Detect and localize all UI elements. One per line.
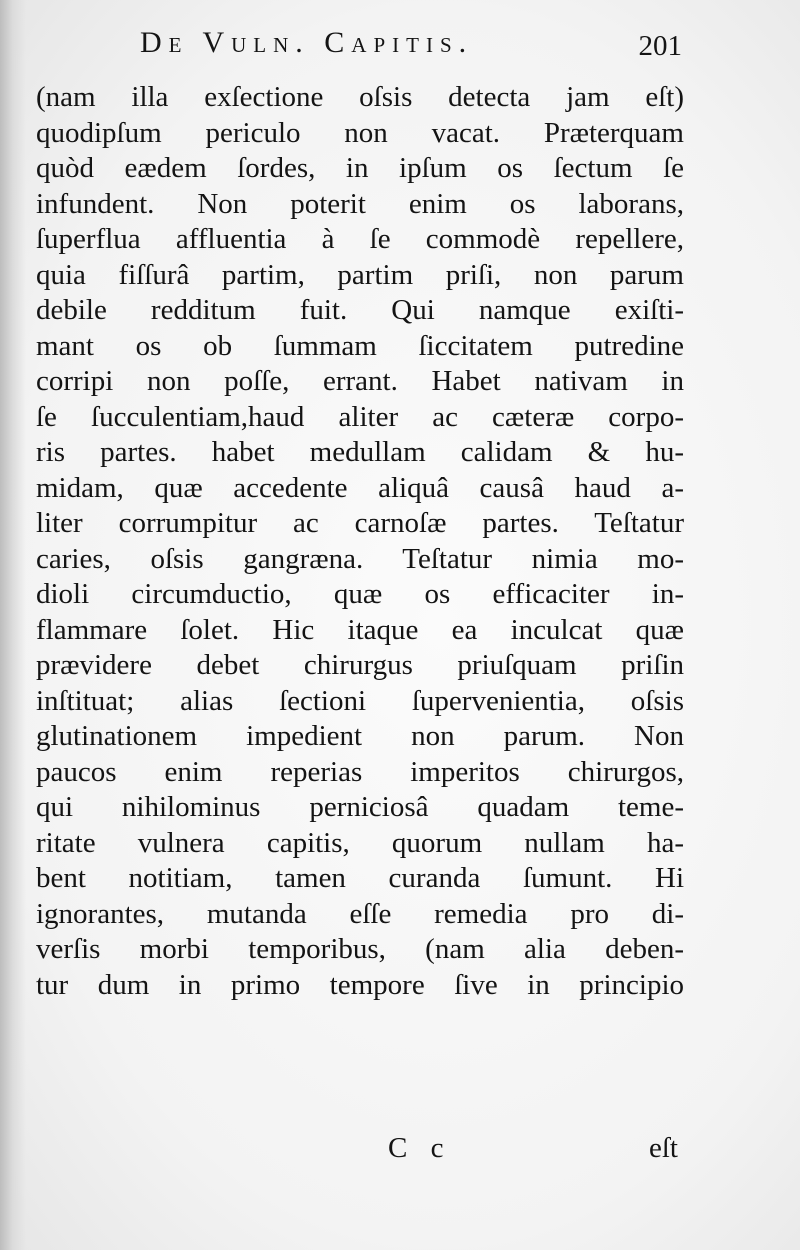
text-line: ignorantes, mutanda eſſe remedia pro di- xyxy=(36,897,684,930)
text-line: ritate vulnera capitis, quorum nullam ha- xyxy=(36,826,684,859)
text-line: quòd eædem ſordes, in ipſum os ſectum ſe xyxy=(36,152,684,184)
page-number: 201 xyxy=(638,30,682,62)
page-footer xyxy=(36,1132,684,1172)
text-line: mant os ob ſummam ſiccitatem putredine xyxy=(36,329,684,362)
text-line: prævidere debet chirurgus priuſquam priſin xyxy=(36,649,684,681)
text-line: quia fiſſurâ partim, partim priſi, non parum xyxy=(36,258,684,291)
text-line: (nam illa exſectione oſsis detecta jam eſt) xyxy=(36,81,684,113)
page-gutter-shadow xyxy=(0,0,26,1250)
text-line: ſuperflua affluentia à ſe commodè repellere, xyxy=(36,223,684,255)
text-line: qui nihilominus perniciosâ quadam teme- xyxy=(36,791,684,823)
signature-mark: C c xyxy=(388,1132,452,1164)
text-line: caries, oſsis gangræna. Teſtatur nimia mo- xyxy=(36,542,684,575)
text-line: glutinationem impedient non parum. Non xyxy=(36,720,684,752)
text-line: liter corrumpitur ac carnoſæ partes. Teſtatur xyxy=(36,507,684,539)
text-line: midam, quæ accedente aliquâ causâ haud a- xyxy=(36,471,684,504)
running-head-title: De Vuln. Capitis. xyxy=(140,26,474,59)
text-line: ris partes. habet medullam calidam & hu- xyxy=(36,436,684,468)
text-line: dioli circumductio, quæ os efficaciter in- xyxy=(36,578,684,610)
text-line: infundent. Non poterit enim os laborans, xyxy=(36,187,684,220)
text-line: quodipſum periculo non vacat. Præterquam xyxy=(36,116,684,149)
text-line: flammare ſolet. Hic itaque ea inculcat quæ xyxy=(36,613,684,646)
text-line: tur dum in primo tempore ſive in principio xyxy=(36,968,684,1001)
text-line: paucos enim reperias imperitos chirurgos, xyxy=(36,755,684,788)
text-line: ſe ſucculentiam,haud aliter ac cæteræ corpo- xyxy=(36,400,684,433)
body-text xyxy=(36,80,684,1003)
catchword: eſt xyxy=(649,1132,678,1164)
text-line: corripi non poſſe, errant. Habet nativam in xyxy=(36,365,684,397)
text-line: inſtituat; alias ſectioni ſupervenientia, oſsis xyxy=(36,684,684,717)
text-line: debile redditum fuit. Qui namque exiſti- xyxy=(36,294,684,326)
text-line: bent notitiam, tamen curanda ſumunt. Hi xyxy=(36,862,684,894)
running-head xyxy=(140,26,700,74)
text-line: verſis morbi temporibus, (nam alia deben- xyxy=(36,933,684,965)
